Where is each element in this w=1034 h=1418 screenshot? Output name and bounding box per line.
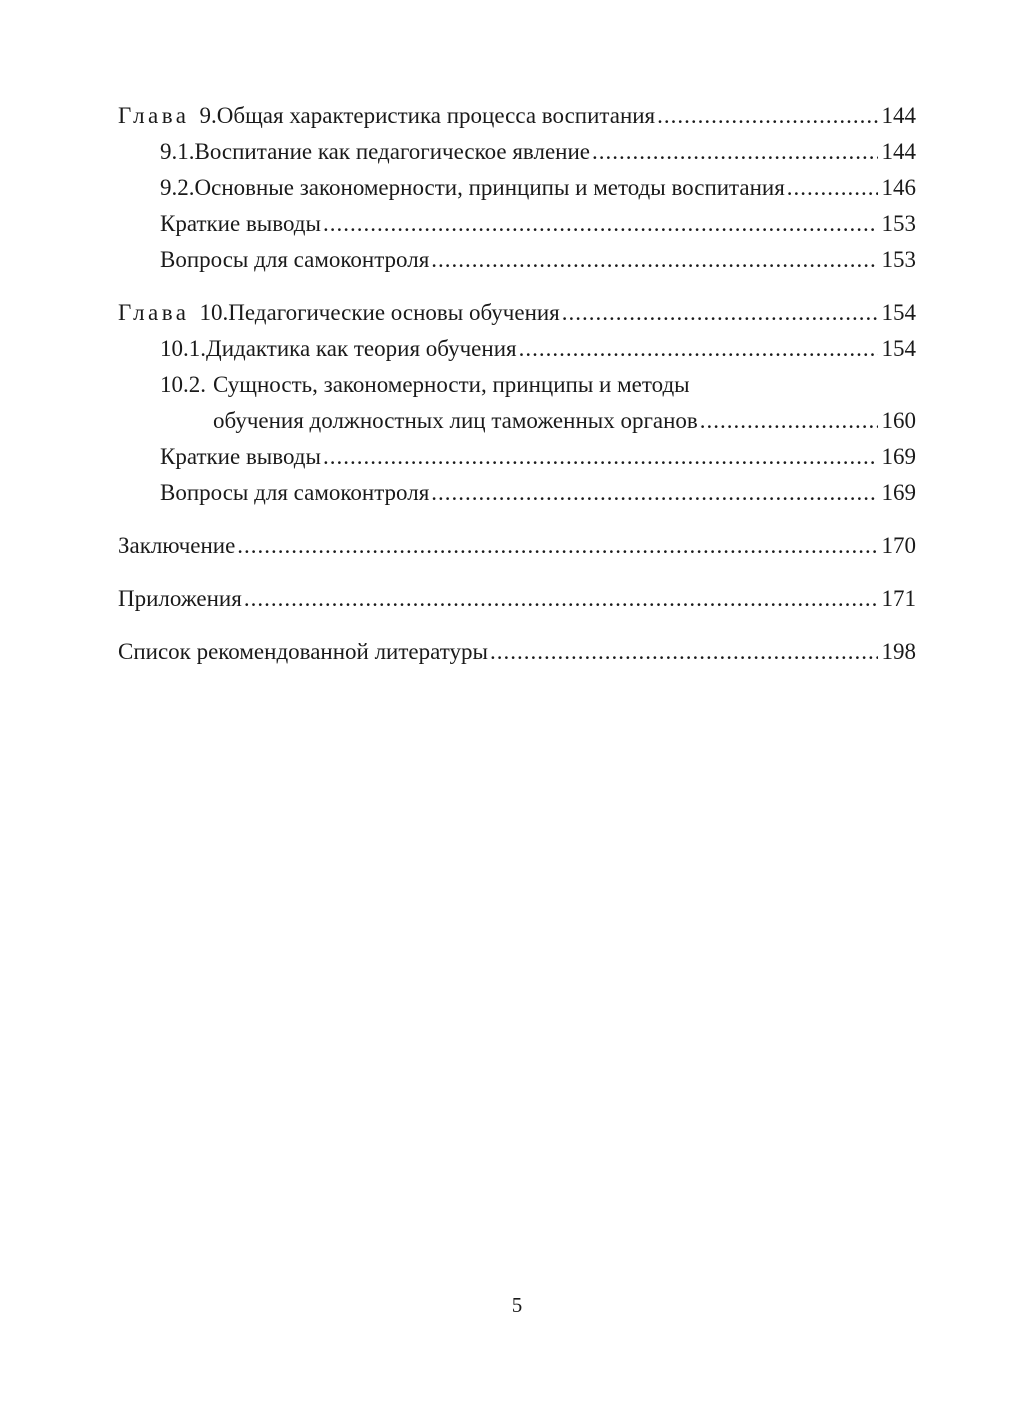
page-ref: 153: [881, 247, 916, 272]
entry-title: Приложения: [118, 586, 242, 611]
section-title: Вопросы для самоконтроля: [160, 247, 430, 272]
dot-leader: [787, 170, 878, 206]
section-title: Основные закономерности, принципы и методы воспитания: [194, 175, 785, 200]
section-title-line1: Сущность, закономерности, принципы и методы: [213, 372, 690, 397]
section-title-line2: обучения должностных лиц таможенных органов: [213, 408, 698, 433]
page-ref: 198: [881, 639, 916, 664]
toc-chapter-9: [118, 98, 916, 278]
table-of-contents: [118, 98, 916, 670]
page-ref: 144: [881, 139, 916, 164]
dot-leader: [592, 134, 878, 170]
dot-leader: [562, 295, 878, 331]
toc-entry-chapter-9[interactable]: [118, 98, 916, 134]
toc-entry-9-1[interactable]: [118, 134, 916, 170]
entry-title: Заключение: [118, 533, 236, 558]
toc-entry-9-questions[interactable]: [118, 242, 916, 278]
page-ref: 171: [881, 586, 916, 611]
toc-entry-10-questions[interactable]: [118, 475, 916, 511]
dot-leader: [323, 439, 878, 475]
page-ref: 169: [881, 444, 916, 469]
toc-conclusion: [118, 528, 916, 564]
page-ref: 154: [881, 336, 916, 361]
section-title: Дидактика как теория обучения: [206, 336, 517, 361]
dot-leader: [490, 634, 878, 670]
dot-leader: [519, 331, 878, 367]
section-number: 9.1.: [160, 139, 195, 164]
section-title: Краткие выводы: [160, 444, 321, 469]
chapter-prefix: Глава: [118, 103, 190, 128]
dot-leader: [244, 581, 878, 617]
entry-title: Список рекомендованной литературы: [118, 639, 488, 664]
dot-leader: [237, 528, 877, 564]
toc-entry-10-summary[interactable]: [118, 439, 916, 475]
dot-leader: [431, 242, 877, 278]
toc-entry-9-summary[interactable]: [118, 206, 916, 242]
toc-appendices: [118, 581, 916, 617]
chapter-number: 10.: [199, 300, 229, 325]
dot-leader: [323, 206, 878, 242]
page-number: 5: [511, 1293, 523, 1317]
toc-entry-10-2-line2: [118, 403, 916, 439]
toc-literature: [118, 634, 916, 670]
chapter-number: 9.: [199, 103, 217, 128]
chapter-title: Общая характеристика процесса воспитания: [216, 103, 656, 128]
toc-entry-10-1[interactable]: [118, 331, 916, 367]
toc-entry-chapter-10[interactable]: [118, 295, 916, 331]
section-number: 10.2.: [160, 372, 206, 397]
toc-entry-literature[interactable]: [118, 634, 916, 670]
toc-entry-9-2[interactable]: [118, 170, 916, 206]
section-number: 9.2.: [160, 175, 195, 200]
chapter-title: Педагогические основы обучения: [228, 300, 560, 325]
page-ref: 160: [881, 408, 916, 433]
toc-entry-10-2-line1: [118, 367, 916, 403]
page-ref: 144: [881, 103, 916, 128]
section-number: 10.1.: [160, 336, 206, 361]
page-ref: 146: [881, 175, 916, 200]
page-ref: 170: [881, 533, 916, 558]
dot-leader: [700, 403, 878, 439]
dot-leader: [431, 475, 877, 511]
toc-entry-appendices[interactable]: [118, 581, 916, 617]
page-ref: 154: [881, 300, 916, 325]
page-ref: 153: [881, 211, 916, 236]
toc-entry-10-2[interactable]: [118, 367, 916, 439]
section-title: Краткие выводы: [160, 211, 321, 236]
section-title: Вопросы для самоконтроля: [160, 480, 430, 505]
toc-chapter-10: [118, 295, 916, 511]
page-ref: 169: [881, 480, 916, 505]
toc-entry-conclusion[interactable]: [118, 528, 916, 564]
dot-leader: [657, 98, 877, 134]
chapter-prefix: Глава: [118, 300, 190, 325]
section-title: Воспитание как педагогическое явление: [194, 139, 590, 164]
